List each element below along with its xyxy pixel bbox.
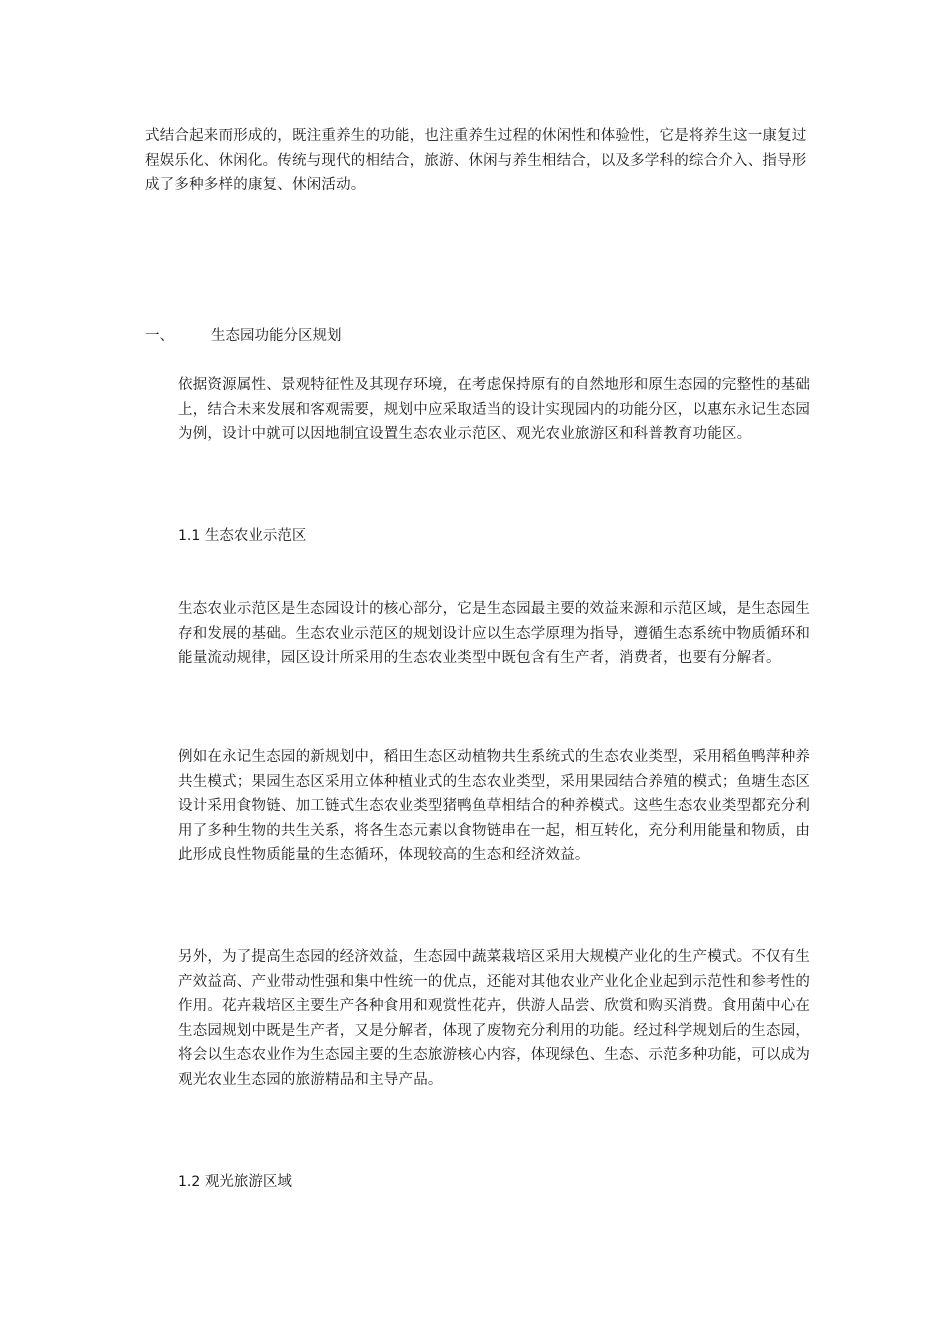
section-number: 一、 <box>145 328 174 344</box>
subsection-heading <box>178 1170 292 1194</box>
subsection-number: 1.2 <box>178 1174 201 1190</box>
subsection-number: 1.1 <box>178 528 201 544</box>
subsection-heading <box>178 524 306 548</box>
subsection-title: 生态农业示范区 <box>204 528 307 544</box>
body-paragraph: 生态农业示范区是生态园设计的核心部分，它是生态园最主要的效益来源和示范区域，是生态园生存和发展的基础。生态农业示范区的规划设计应以生态学原理为指导，遵循生态系统中物质循环和能量流动规律，园区设计所采用的生态农业类型中既包含有生产者，消费者，也要有分解者。 <box>178 601 811 666</box>
subsection-title: 观光旅游区域 <box>204 1174 292 1190</box>
body-paragraph: 依据资源属性、景观特征性及其现存环境，在考虑保持原有的自然地形和原生态园的完整性的基础上，结合未来发展和客观需要，规划中应采取适当的设计实现园内的功能分区，以惠东永记生态园为例，设计中就可以因地制宜设置生态农业示范区、观光农业旅游区和科普教育功能区。 <box>178 377 811 442</box>
body-paragraph: 例如在永记生态园的新规划中，稻田生态区动植物共生系统式的生态农业类型，采用稻鱼鸭萍种养共生模式；果园生态区采用立体种植业式的生态农业类型，采用果园结合养殖的模式；鱼塘生态区设计采用食物链、加工链式生态农业类型猪鸭鱼草相结合的种养模式。这些生态农业类型都充分利用了多种生物的共生关系，将各生态元素以食物链串在一起，相互转化，充分利用能量和物质，由此形成良性物质能量的生态循环，体现较高的生态和经济效益。 <box>178 749 811 863</box>
section-heading <box>145 324 342 348</box>
intro-paragraph: 式结合起来而形成的，既注重养生的功能，也注重养生过程的休闲性和体验性，它是将养生这一康复过程娱乐化、休闲化。传统与现代的相结合，旅游、休闲与养生相结合，以及多学科的综合介入、指导形成了多种多样的康复、休闲活动。 <box>145 128 807 193</box>
body-paragraph: 另外，为了提高生态园的经济效益，生态园中蔬菜栽培区采用大规模产业化的生产模式。不仅有生产效益高、产业带动性强和集中性统一的优点，还能对其他农业产业化企业起到示范性和参考性的作用。花卉栽培区主要生产各种食用和观赏性花卉，供游人品尝、欣赏和购买消费。食用菌中心在生态园规划中既是生产者，又是分解者，体现了废物充分利用的功能。经过科学规划后的生态园，将会以生态农业作为生态园主要的生态旅游核心内容，体现绿色、生态、示范多种功能，可以成为观光农业生态园的旅游精品和主导产品。 <box>178 949 811 1088</box>
section-title: 生态园功能分区规划 <box>211 328 342 344</box>
